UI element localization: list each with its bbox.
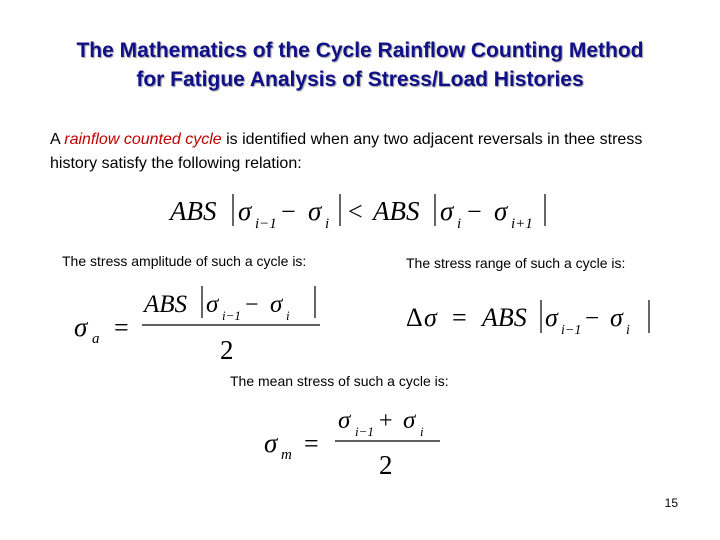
mean-equals: =: [304, 429, 319, 458]
amp-abs: ABS: [144, 291, 188, 318]
cond-minus-1: −: [281, 197, 296, 226]
range-sigma-2: σ: [610, 303, 623, 332]
cond-abs-left: ABS: [170, 196, 217, 226]
page-number: 15: [664, 496, 678, 510]
amp-denominator: 2: [220, 335, 234, 365]
mean-sub-2: i: [420, 424, 424, 439]
intro-paragraph: [50, 128, 690, 176]
cond-sigma-1: σ: [238, 196, 252, 226]
amp-minus: −: [245, 292, 259, 318]
slide-title: [0, 36, 720, 94]
range-equation: [404, 296, 664, 340]
range-sub-1: i−1: [561, 323, 582, 338]
mean-sub-1: i−1: [355, 424, 374, 439]
range-delta: Δ: [406, 303, 423, 332]
range-abs: ABS: [482, 303, 527, 332]
range-sigma: σ: [424, 303, 437, 332]
mean-sub-m: m: [281, 447, 292, 463]
amp-sigma-1: σ: [206, 291, 219, 318]
mean-equation: [262, 402, 452, 480]
mean-label: The mean stress of such a cycle is:: [230, 373, 449, 389]
cond-less-than: <: [348, 197, 363, 226]
cond-sub-3: i: [457, 216, 462, 232]
mean-plus: +: [379, 408, 393, 434]
cond-sigma-4: σ: [494, 196, 508, 226]
intro-prefix: A: [50, 131, 65, 148]
amp-sigma-a: σ: [74, 312, 88, 342]
mean-sigma-m: σ: [264, 428, 278, 458]
range-sub-2: i: [626, 323, 630, 338]
intro-rest: is identified when any two adjacent reversals in thee stress history satisfy the following relation:: [50, 131, 643, 172]
range-sigma-1: σ: [545, 303, 558, 332]
amp-equals: =: [114, 313, 129, 342]
range-equals: =: [452, 303, 467, 332]
amp-sub-1: i−1: [222, 308, 241, 323]
amplitude-equation: [72, 280, 332, 364]
title-line-2: for Fatigue Analysis of Stress/Load Histories: [136, 68, 584, 91]
title-line-1: The Mathematics of the Cycle Rainflow Counting Method: [76, 39, 644, 62]
range-minus: −: [585, 305, 600, 332]
cond-sub-2: i: [325, 216, 330, 232]
amp-sub-2: i: [286, 308, 290, 323]
cond-sigma-2: σ: [308, 196, 322, 226]
range-label: The stress range of such a cycle is:: [406, 255, 626, 271]
cond-sigma-3: σ: [440, 196, 454, 226]
amp-sigma-2: σ: [270, 291, 283, 318]
cond-minus-2: −: [467, 197, 482, 226]
cond-sub-4: i+1: [511, 216, 533, 232]
cond-sub-1: i−1: [255, 216, 277, 232]
cond-abs-right: ABS: [373, 196, 420, 226]
intro-highlight: rainflow counted cycle: [64, 131, 222, 148]
mean-sigma-1: σ: [338, 407, 351, 434]
amp-sub-a: a: [92, 331, 100, 347]
mean-denominator: 2: [379, 450, 393, 480]
mean-sigma-2: σ: [403, 407, 416, 434]
condition-equation: [168, 188, 558, 232]
amplitude-label: The stress amplitude of such a cycle is:: [62, 253, 307, 269]
